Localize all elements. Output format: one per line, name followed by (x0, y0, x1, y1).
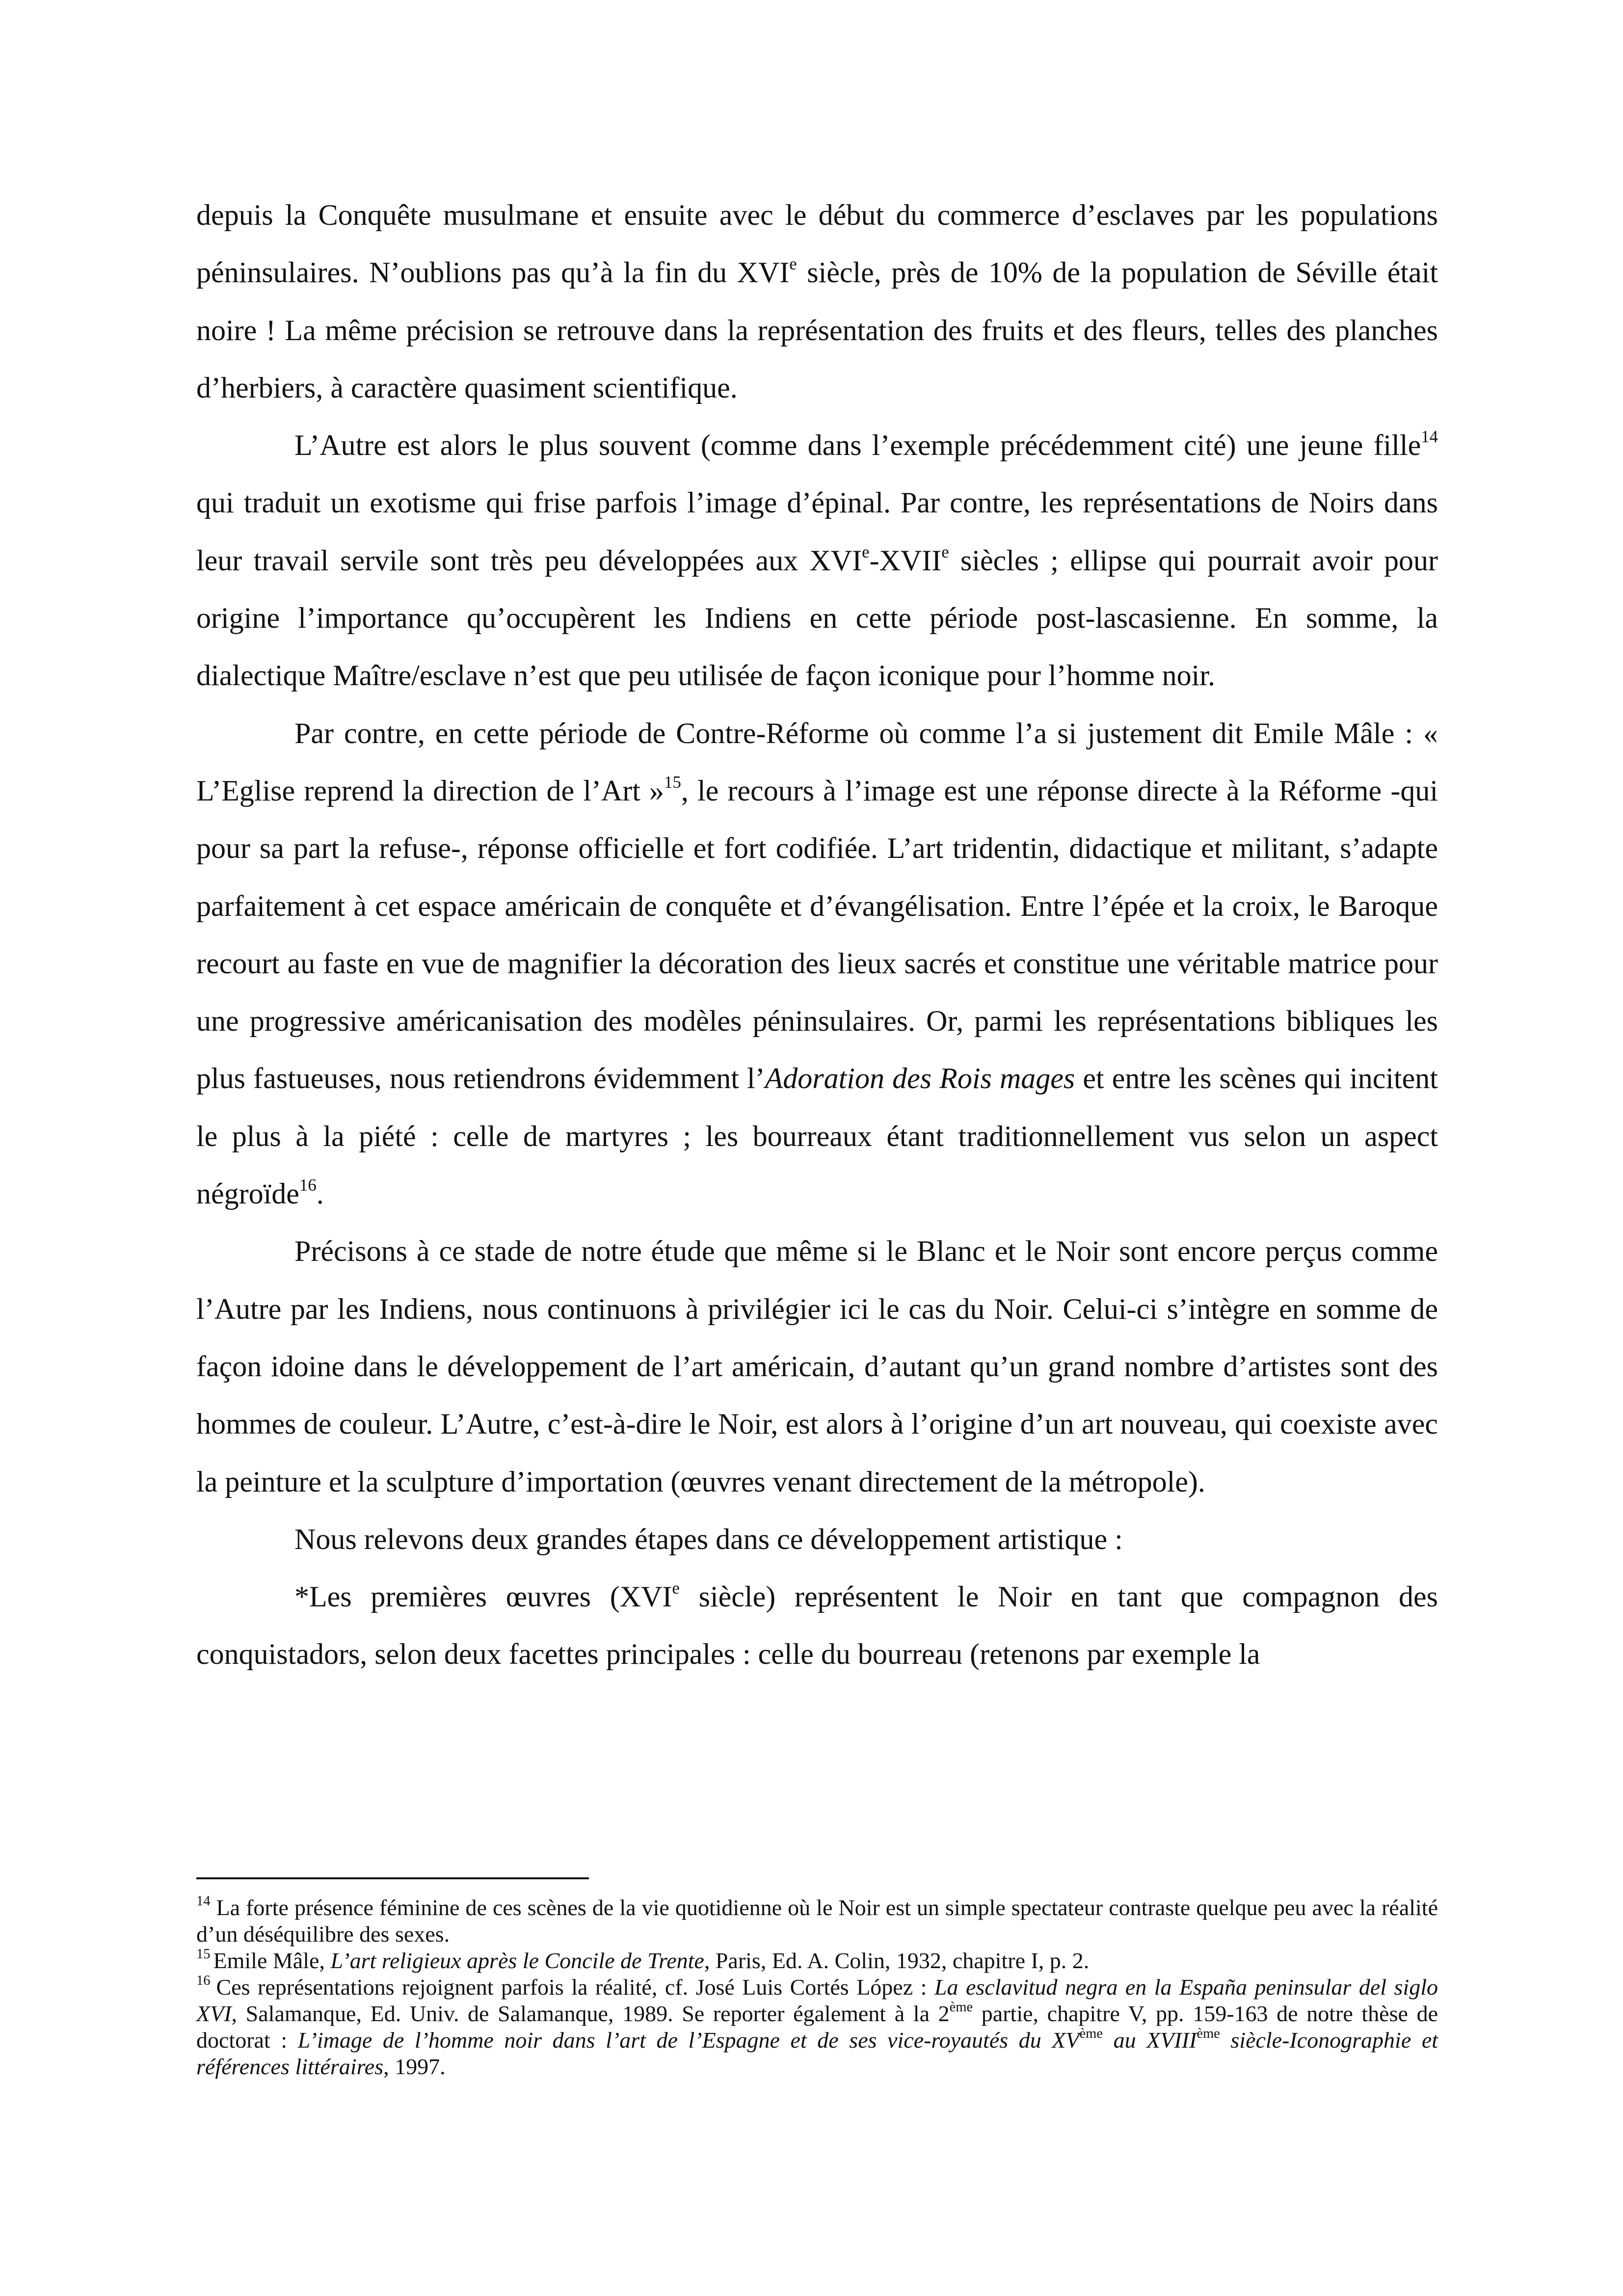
footnote-16: $^{16}$ Ces représentations rejoignent parfois la réalité, cf. José Luis Cortés López : La esclavitud negra en la España peninsular del siglo XVI, Salamanque, Ed. Univ. de Salamanque, 1989. Se reporter également à la 2ème partie, chapitre V, pp. 159-163 de notre thèse de doctorat : L’image de l’homme noir dans l’art de l’Espagne et de ses vice-royautés du XVème au XVIIIème siècle-Iconographie et références littéraires, 1997. (196, 1973, 1438, 2079)
footnote-number: 14 (196, 1894, 211, 1909)
footnote-number: 15 (196, 1947, 211, 1962)
paragraph-3: Par contre, en cette période de Contre-Réforme où comme l’a si justement dit Emile Mâle : « L’Eglise reprend la direction de l’Art »$^{15}$, le recours à l’image est une réponse directe à la Réforme -qui pour sa part la refuse-, réponse officielle et fort codifiée. L’art tridentin, didactique et militant, s’adapte parfaitement à cet espace américain de conquête et d’évangélisation. Entre l’épée et la croix, le Baroque recourt au faste en vue de magnifier la décoration des lieux sacrés et constitue une véritable matrice pour une progressive américanisation des modèles péninsulaires. Or, parmi les représentations bibliques les plus fastueuses, nous retiendrons évidemment l’Adoration des Rois mages et entre les scènes qui incitent le plus à la piété : celle de martyres ; les bourreaux étant traditionnellement vus selon un aspect négroïde$^{16}$. (196, 717, 1438, 1210)
paragraph-4: Précisons à ce stade de notre étude que même si le Blanc et le Noir sont encore perçus comme l’Autre par les Indiens, nous continuons à privilégier ici le cas du Noir. Celui-ci s’intègre en somme de façon idoine dans le développement de l’art américain, d’autant qu’un grand nombre d’artistes sont des hommes de couleur. L’Autre, c’est-à-dire le Noir, est alors à l’origine d’un art nouveau, qui coexiste avec la peinture et la sculpture d’importation (œuvres venant directement de la métropole). (196, 1235, 1438, 1498)
italic-title: Adoration des Rois mages (765, 1062, 1075, 1095)
paragraph-2: L’Autre est alors le plus souvent (comme dans l’exemple précédemment cité) une jeune fille$^{14}$ qui traduit un exotisme qui frise parfois l’image d’épinal. Par contre, les représentations de Noirs dans leur travail servile sont très peu développées aux XVIe-XVIIe siècles ; ellipse qui pourrait avoir pour origine l’importance qu’occupèrent les Indiens en cette période post-lascasienne. En somme, la dialectique Maître/esclave n’est que peu utilisée de façon iconique pour l’homme noir. (196, 427, 1438, 692)
paragraph-6: *Les premières œuvres (XVIe siècle) représentent le Noir en tant que compagnon des conquistadors, selon deux facettes principales : celle du bourreau (retenons par exemple la (196, 1578, 1438, 1671)
footnote-14: $^{14}$ La forte présence féminine de ces scènes de la vie quotidienne où le Noir est un simple spectateur contraste quelque peu avec la réalité d’un déséquilibre des sexes. (196, 1894, 1438, 1947)
body-text (196, 187, 1438, 1683)
footnote-ref-14: 14 (1421, 427, 1438, 447)
paragraph-5: Nous relevons deux grandes étapes dans ce développement artistique : (294, 1522, 1123, 1555)
paragraph-1: depuis la Conquête musulmane et ensuite avec le début du commerce d’esclaves par les populations péninsulaires. N’oublions pas qu’à la fin du XVIe siècle, près de 10% de la population de Séville était noire ! La même précision se retrouve dans la représentation des fruits et des fleurs, telles des planches d’herbiers, à caractère quasiment scientifique. (196, 199, 1438, 404)
footnote-separator (196, 1877, 589, 1879)
footnote-number: 16 (196, 1973, 211, 1989)
footnotes (196, 1895, 1438, 2080)
footnote-ref-15: 15 (664, 772, 681, 792)
footnote-15: $^{15}$ Emile Mâle, L’art religieux après le Concile de Trente, Paris, Ed. A. Colin, 1932, chapitre I, p. 2. (196, 1947, 1090, 1973)
century-superscript: e (789, 254, 797, 274)
footnote-ref-16: 16 (299, 1175, 317, 1195)
